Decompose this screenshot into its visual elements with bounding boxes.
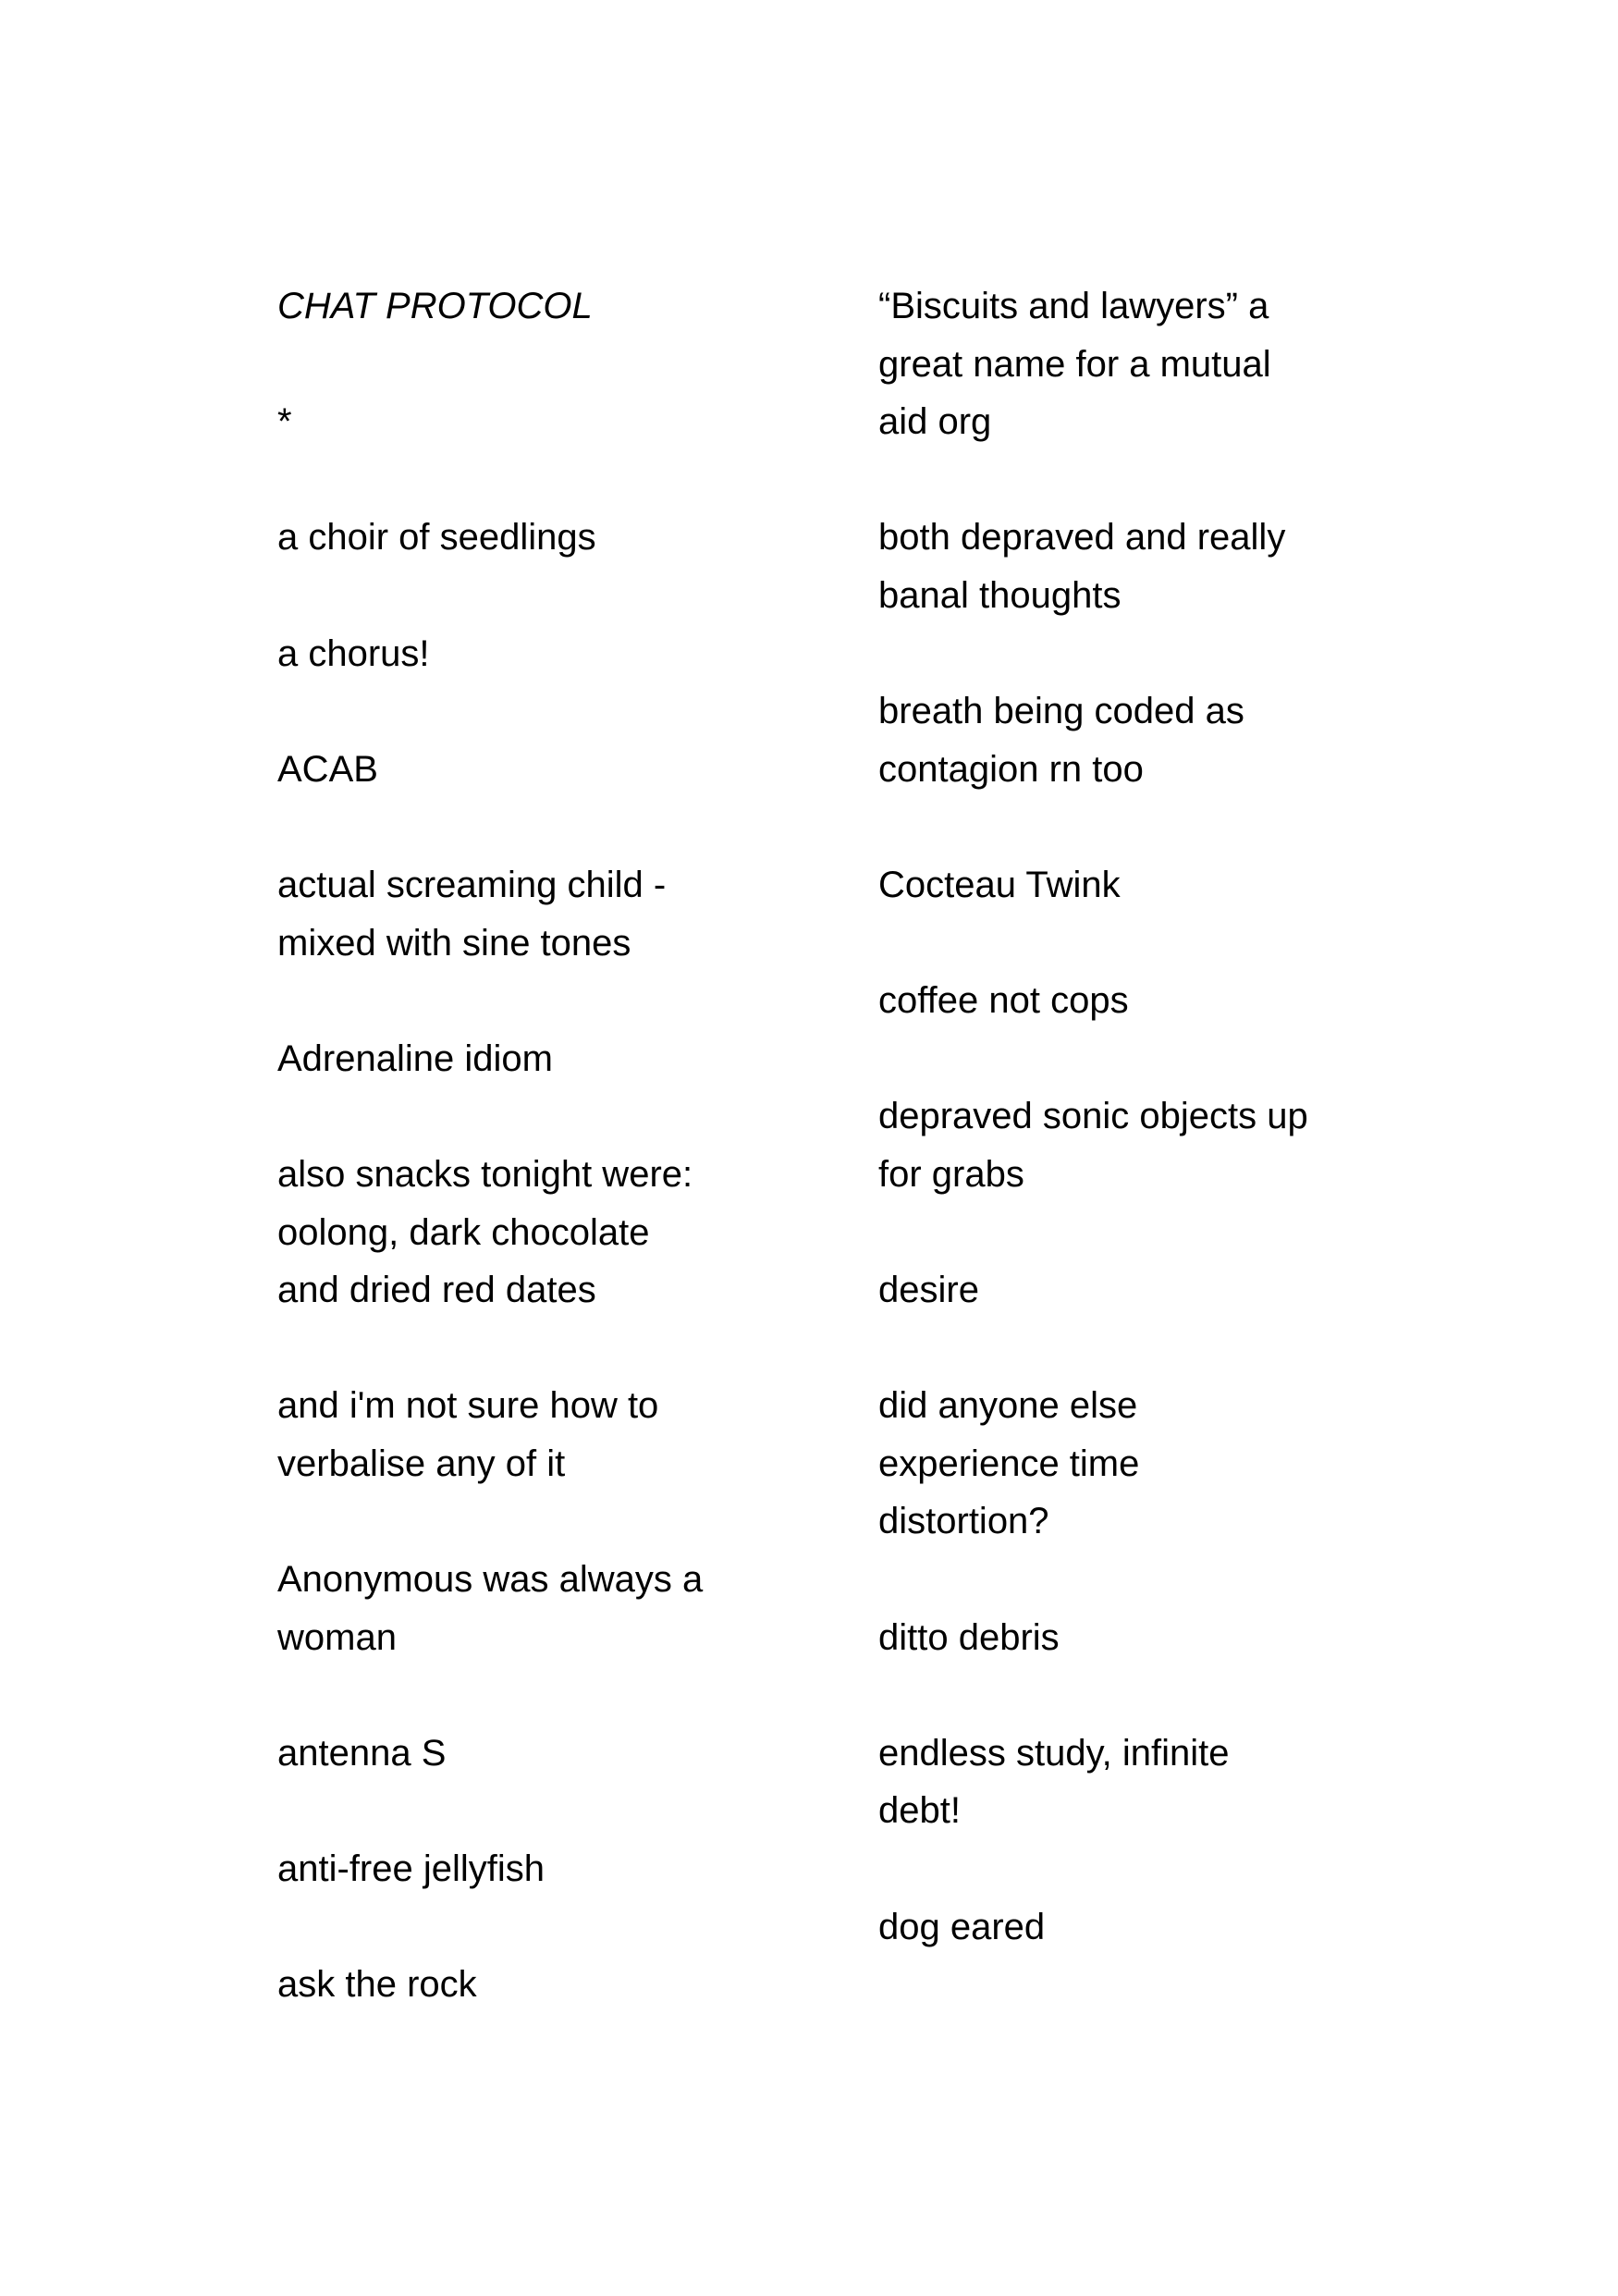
spacer: [878, 915, 1396, 973]
entry-line: distortion?: [878, 1501, 1049, 1542]
entry: [277, 1146, 832, 1320]
entry-line: also snacks tonight were:: [277, 1153, 693, 1195]
entry: [277, 1725, 832, 1783]
entry-line: and i'm not sure how to: [277, 1385, 659, 1427]
entry-line: aid org: [878, 401, 992, 443]
entry-line: ditto debris: [878, 1616, 1060, 1658]
entry: [277, 1840, 832, 1898]
spacer: [878, 1840, 1396, 1898]
entry: [277, 741, 832, 799]
entry-line: banal thoughts: [878, 574, 1122, 616]
entry-line: anti-free jellyfish: [277, 1848, 545, 1890]
entry: [277, 856, 832, 972]
entry-line: Cocteau Twink: [878, 864, 1121, 905]
spacer: [277, 972, 832, 1030]
entry-line: endless study, infinite: [878, 1732, 1230, 1774]
entry-line: a chorus!: [277, 632, 430, 674]
entry: [878, 1609, 1396, 1667]
left-column: [277, 277, 832, 2014]
entry-line: antenna S: [277, 1732, 447, 1774]
entry: [878, 1725, 1396, 1840]
entry-line: both depraved and really: [878, 517, 1286, 559]
spacer: [878, 451, 1396, 510]
spacer: [878, 1320, 1396, 1378]
entry: [878, 1261, 1396, 1320]
entry: [878, 1898, 1396, 1957]
spacer: [277, 1492, 832, 1551]
entry-line: contagion rn too: [878, 748, 1144, 790]
entry-line: breath being coded as: [878, 691, 1244, 732]
spacer: [878, 1204, 1396, 1262]
spacer: [277, 1898, 832, 1957]
entry-line: woman: [277, 1616, 397, 1658]
entry: [878, 277, 1396, 451]
entry-line: verbalise any of it: [277, 1443, 566, 1484]
entry: [878, 509, 1396, 624]
spacer: [277, 682, 832, 741]
spacer: [277, 451, 832, 510]
spacer: [277, 798, 832, 856]
entry: [878, 1087, 1396, 1203]
entry: [277, 509, 832, 567]
entry: [878, 856, 1396, 915]
entry-line: depraved sonic objects up: [878, 1096, 1308, 1137]
entry: [277, 1030, 832, 1088]
entry-line: “Biscuits and lawyers” a: [878, 286, 1269, 326]
entry: [878, 972, 1396, 1030]
left-entry-list: [277, 509, 832, 2013]
entry: [277, 1551, 832, 1666]
section-separator: *: [277, 401, 292, 443]
entry-line: Adrenaline idiom: [277, 1037, 553, 1079]
spacer: [878, 1551, 1396, 1609]
entry-line: coffee not cops: [878, 980, 1129, 1022]
entry-line: ask the rock: [277, 1964, 477, 2006]
entry-line: debt!: [878, 1790, 961, 1832]
entry-line: and dried red dates: [277, 1270, 596, 1311]
entry-line: Anonymous was always a: [277, 1559, 704, 1601]
entry-line: for grabs: [878, 1153, 1024, 1195]
spacer: [878, 625, 1396, 683]
entry-line: oolong, dark chocolate: [277, 1211, 650, 1253]
entry-line: mixed with sine tones: [277, 922, 631, 964]
entry-line: great name for a mutual: [878, 343, 1271, 385]
document-title: CHAT PROTOCOL: [277, 286, 593, 326]
spacer: [277, 1320, 832, 1378]
entry-line: did anyone else: [878, 1385, 1138, 1427]
entry: [277, 1956, 832, 2014]
entry-line: ACAB: [277, 748, 378, 790]
right-entry-list: [878, 277, 1396, 1956]
entry-line: actual screaming child -: [277, 864, 667, 905]
spacer: [277, 1782, 832, 1840]
entry-line: experience time: [878, 1443, 1140, 1484]
spacer: [878, 798, 1396, 856]
spacer: [878, 1030, 1396, 1088]
entry-line: dog eared: [878, 1906, 1046, 1947]
entry-line: desire: [878, 1270, 979, 1311]
entry: [878, 1377, 1396, 1551]
spacer: [277, 1087, 832, 1146]
entry-line: a choir of seedlings: [277, 517, 596, 559]
spacer: [277, 567, 832, 625]
spacer: [878, 1666, 1396, 1725]
spacer: [277, 1666, 832, 1725]
right-column: [878, 277, 1396, 1956]
entry: [277, 1377, 832, 1492]
spacer: [277, 336, 832, 394]
entry: [878, 682, 1396, 798]
entry: [277, 625, 832, 683]
